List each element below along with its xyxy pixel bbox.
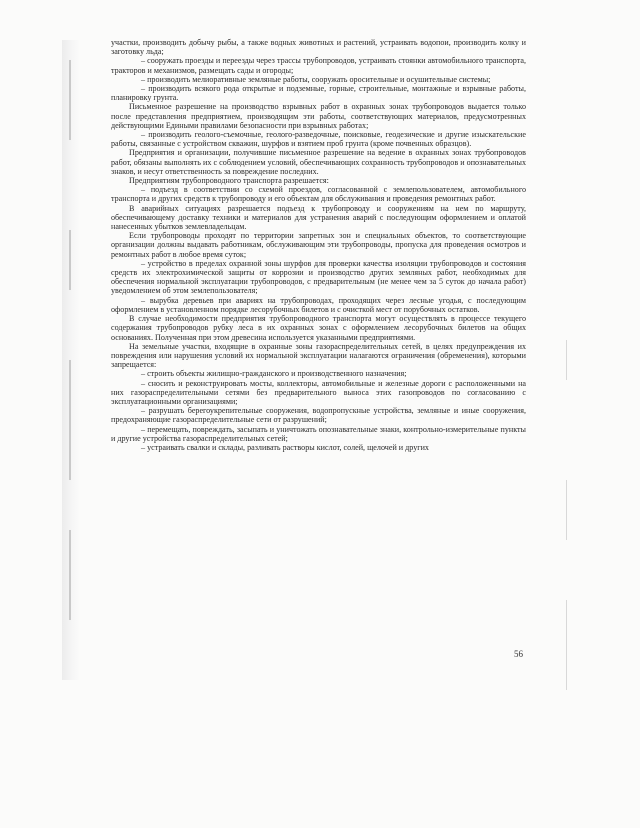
scan-artifact [566,340,567,380]
scan-artifact [69,530,71,620]
paragraph: В аварийных ситуациях разрешается подъезд к трубопроводу и сооружениям на нем по маршруту, обеспечивающему доставку техники и материалов для устранения аварий с последующим оформлением и оплатой нанесенных убытков землевладельцам. [111,203,526,232]
paragraph: Если трубопроводы проходят по территории запретных зон и специальных объектов, то соответствующие организации должны выдавать работникам, обслуживающим эти трубопроводы, пропуска для проведения осмотров и ремонтных работ в любое время суток; [111,231,526,259]
list-item: – разрушать берегоукрепительные сооружения, водопропускные устройства, земляные и иные сооружения, предохраняющие газораспределительные сети от разрушений; [111,406,526,425]
page-number: 56 [514,649,523,659]
list-item: – строить объекты жилищно-гражданского и производственного назначения; [141,369,407,379]
scan-artifact [566,600,567,690]
list-item: – устройство в пределах охранной зоны шурфов для проверки качества изоляции трубопроводов и состояния средств их электрохимической защиты от коррозии и производство других земляных работ, необходимых для обеспечения нормальной эксплуатации трубопроводов, с предварительным (не менее чем за 5 суток до начала работ) уведомлением об этом землепользователя; [111,258,526,296]
scan-binding-shadow [62,40,80,680]
list-item: – сооружать проезды и переезды через трассы трубопроводов, устраивать стоянки автомобильного транспорта, тракторов и механизмов, размещать сады и огороды; [111,56,526,75]
list-item: – устраивать свалки и склады, разливать растворы кислот, солей, щелочей и других [141,442,429,452]
document-body [111,38,526,452]
paragraph: На земельные участки, входящие в охранные зоны газораспределительных сетей, в целях предупреждения их повреждения или нарушения условий их нормальной эксплуатации налагаются ограничения (обременения), которыми запрещается: [111,341,526,370]
paragraph: Письменное разрешение на производство взрывных работ в охранных зонах трубопроводов выдается только после представления предприятием, производящим эти работы, соответствующих материалов, предусмотренных действующими Едиными правилами безопасности при взрывных работах; [111,102,526,130]
paragraph: Предприятия и организации, получившие письменное разрешение на ведение в охранных зонах трубопроводов работ, обязаны выполнять их с соблюдением условий, обеспечивающих сохранность трубопроводов и опознавательных знаков, и несут ответственность за повреждение последних. [111,148,526,176]
list-item: – сносить и реконструировать мосты, коллекторы, автомобильные и железные дороги с расположенными на них газораспределительными сетями без предварительного выноса этих газопроводов по согласованию с эксплуатационными организациями; [111,378,526,406]
paragraph: Предприятиям трубопроводного транспорта разрешается: [129,176,329,186]
scan-artifact [69,230,71,290]
list-item: – производить всякого рода открытые и подземные, горные, строительные, монтажные и взрывные работы, планировку грунта. [111,84,526,103]
paragraph: участки, производить добычу рыбы, а также водных животных и растений, устраивать водопои, производить колку и заготовку льда; [111,38,526,57]
list-item: – производить мелиоративные земляные работы, сооружать оросительные и осушительные системы; [141,74,491,84]
list-item: – перемещать, повреждать, засыпать и уничтожать опознавательные знаки, контрольно-измерительные пункты и другие устройства газораспределительных сетей; [111,424,526,443]
paragraph: В случае необходимости предприятия трубопроводного транспорта могут осуществлять в процессе текущего содержания трубопроводов рубку леса в их охранных зонах с оформлением лесорубочных билетов на общих основаниях. Полученная при этом древесина используется указанными предприятиями. [111,314,526,342]
list-item: – производить геолого-съемочные, геолого-разведочные, поисковые, геодезические и другие изыскательские работы, связанные с устройством скважин, шурфов и взятием проб грунта (кроме почвенных образцов). [111,130,526,149]
scan-artifact [566,480,567,540]
scan-artifact [69,60,71,140]
list-item: – подъезд в соответствии со схемой проездов, согласованной с землепользователем, автомобильного транспорта и других средств к трубопроводу и его объектам для обслуживания и проведения ремонтных работ. [111,185,526,204]
scan-artifact [69,360,71,480]
list-item: – вырубка деревьев при авариях на трубопроводах, проходящих через лесные угодья, с последующим оформлением в установленном порядке лесорубочных билетов и с очисткой мест от порубочных остатков. [111,295,526,314]
